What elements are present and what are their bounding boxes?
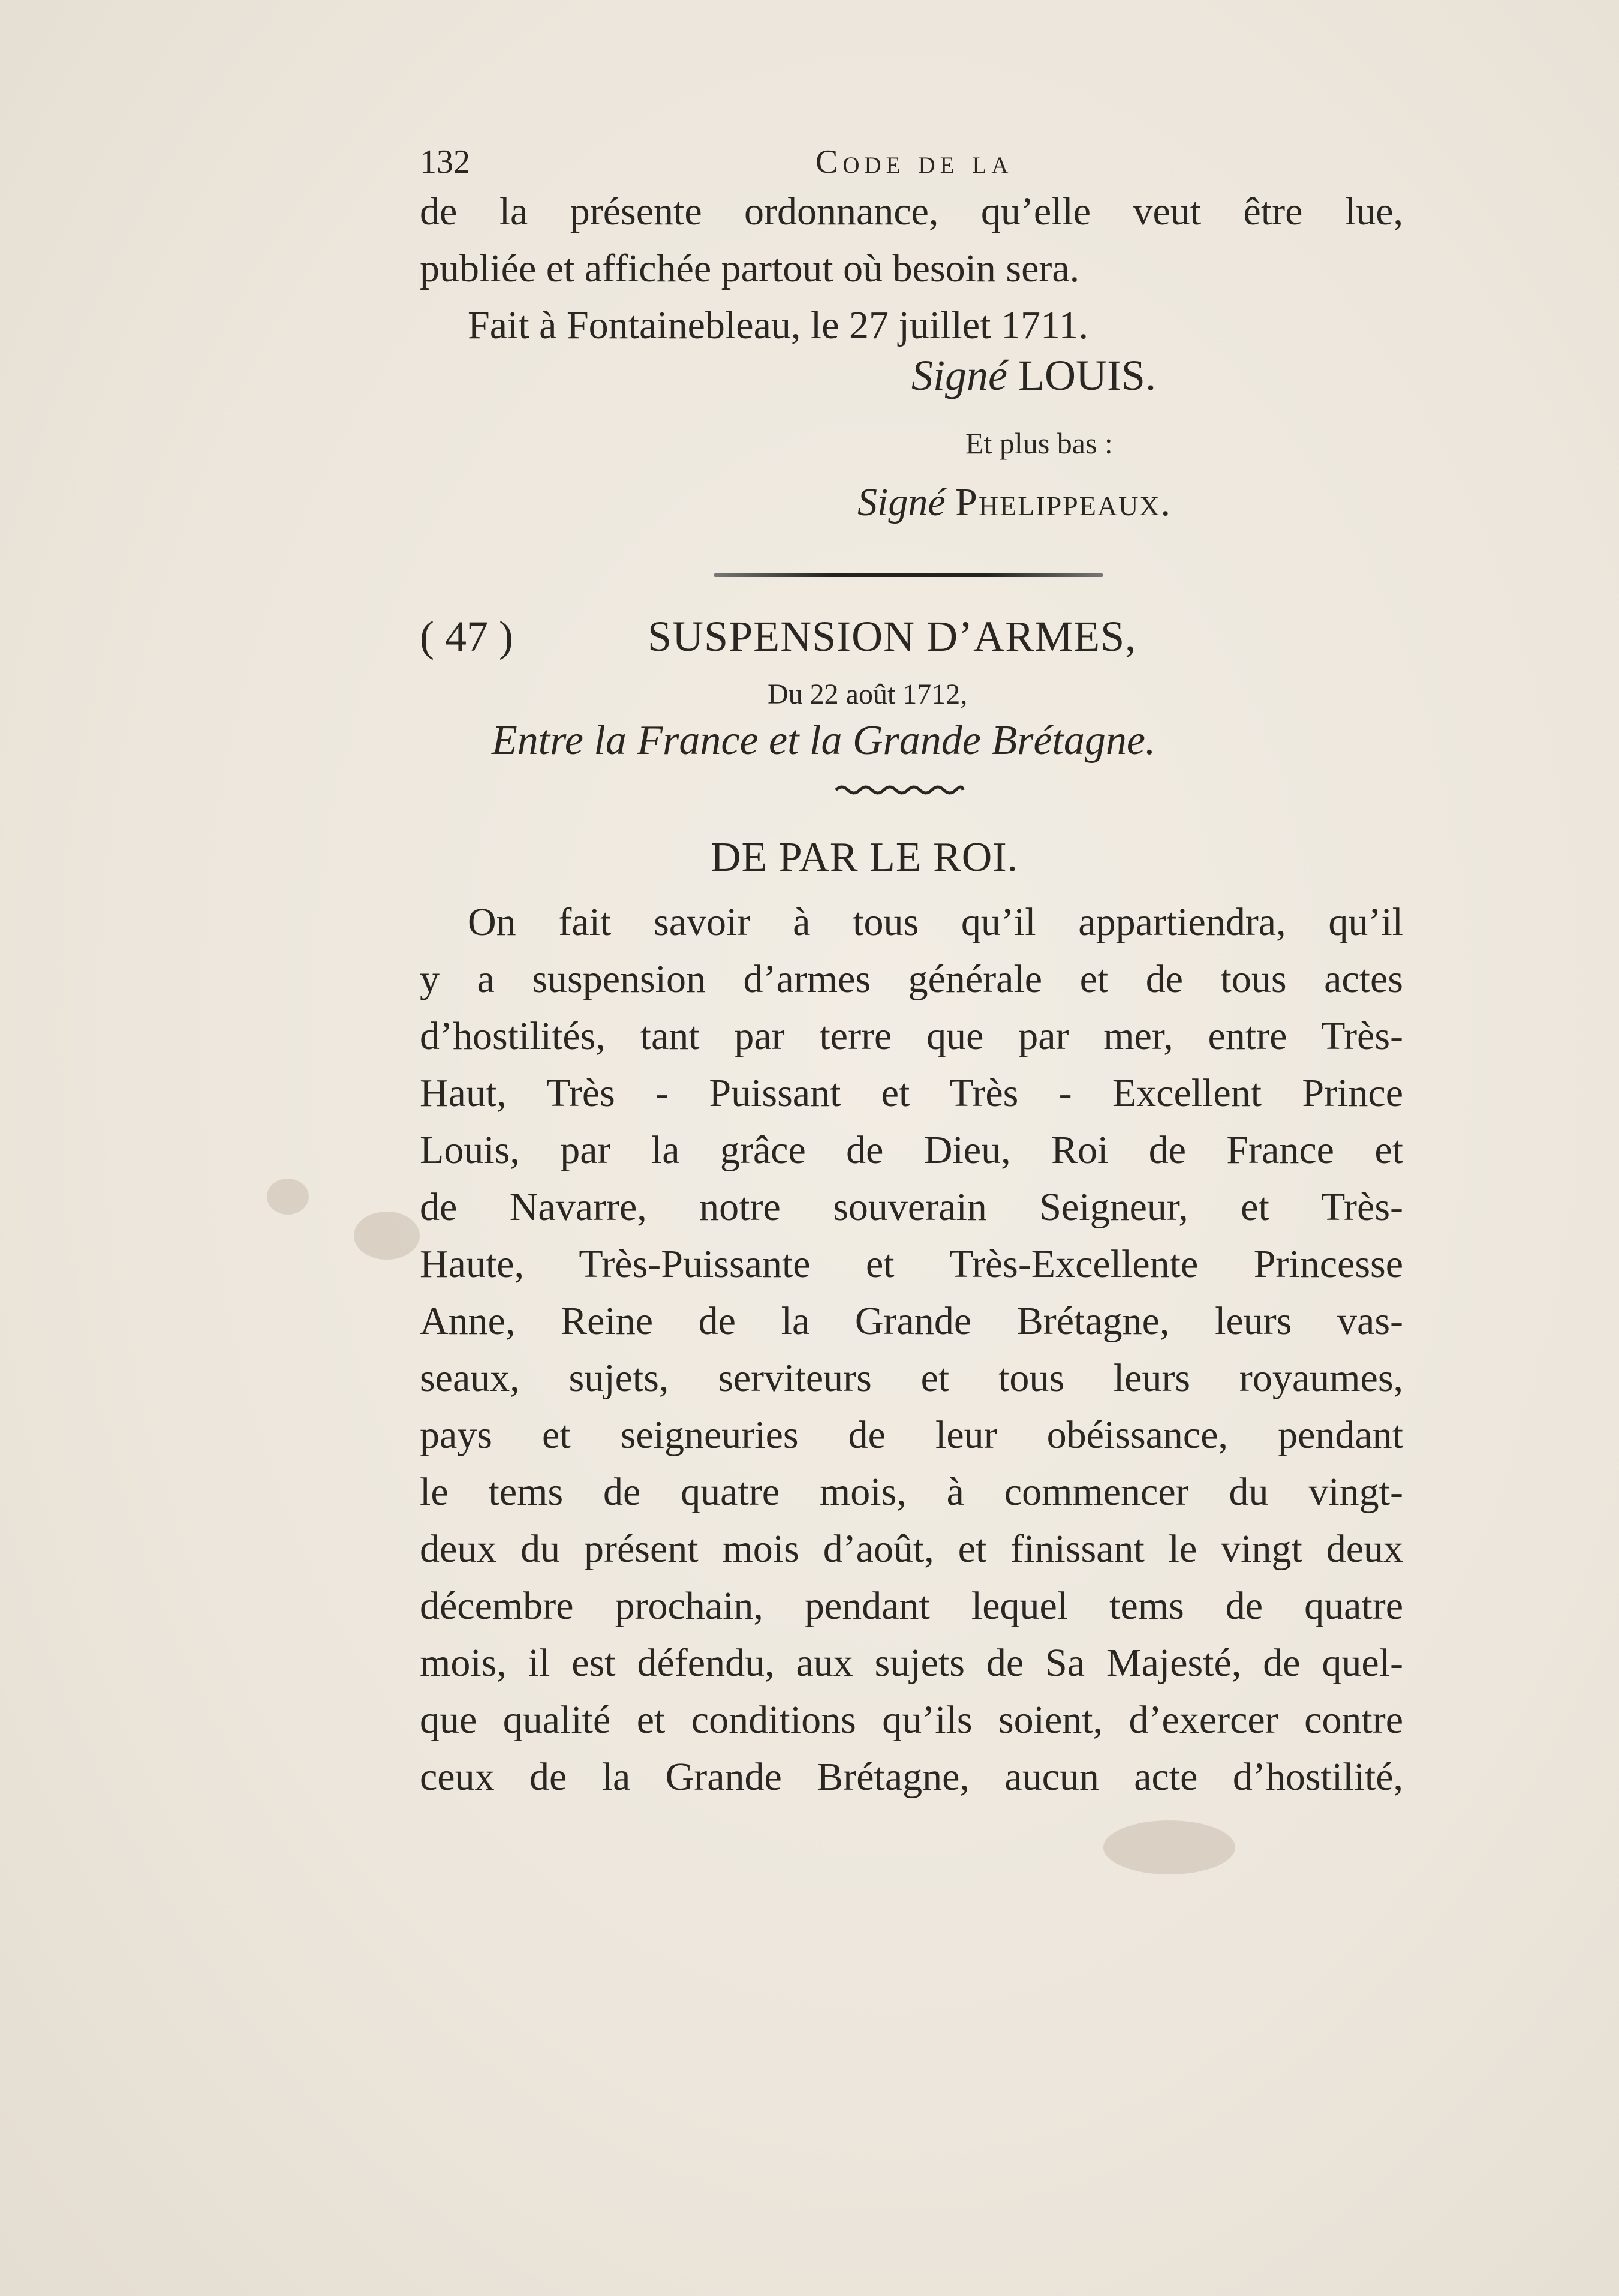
signer-name: Phelippeaux. [955, 480, 1172, 524]
text-line: deux du présent mois d’août, et finissant le vingt deux [420, 1527, 1403, 1571]
signature-phelippeaux [857, 480, 1172, 525]
text-line: Haut, Très - Puissant et Très - Excellent Prince [420, 1071, 1403, 1115]
article-parties: Entre la France et la Grande Brétagne. [492, 717, 1156, 764]
text-line: d’hostilités, tant par terre que par mer, entre Très- [420, 1014, 1403, 1058]
text-line: de la présente ordonnance, qu’elle veut être lue, [420, 190, 1403, 233]
section-divider [714, 573, 1103, 577]
text-line: de Navarre, notre souverain Seigneur, et Très- [420, 1185, 1403, 1229]
text-line: le tems de quatre mois, à commencer du vingt- [420, 1470, 1403, 1514]
ornament-squiggle [833, 783, 965, 797]
text-line: seaux, sujets, serviteurs et tous leurs royaumes, [420, 1356, 1403, 1400]
running-title: Code de la [815, 143, 1013, 181]
article-number: ( 47 ) [420, 612, 513, 660]
text-line: y a suspension d’armes générale et de tous actes [420, 957, 1403, 1001]
foxing-stain [267, 1179, 309, 1215]
article-title: SUSPENSION D’ARMES, [648, 612, 1137, 660]
plus-bas-note: Et plus bas : [965, 426, 1113, 460]
body-paragraph [420, 894, 1403, 1805]
signed-label: Signé [911, 351, 1007, 399]
article-date: Du 22 août 1712, [768, 678, 968, 710]
text-line: publiée et affichée partout où besoin sera. [420, 247, 1080, 290]
foxing-stain [1103, 1820, 1235, 1874]
dated-line: Fait à Fontainebleau, le 27 juillet 1711. [468, 303, 1089, 347]
proclamation-heading: DE PAR LE ROI. [711, 834, 1019, 880]
text-line: pays et seigneuries de leur obéissance, pendant [420, 1413, 1403, 1457]
page-header [420, 143, 1403, 185]
continuation-text [420, 183, 1403, 354]
text-line: Louis, par la grâce de Dieu, Roi de France et [420, 1128, 1403, 1172]
signature-louis [911, 351, 1156, 401]
text-line: On fait savoir à tous qu’il appartiendra, qu’il [468, 900, 1403, 944]
signed-label: Signé [857, 480, 946, 524]
text-line: ceux de la Grande Brétagne, aucun acte d’hostilité, [420, 1755, 1403, 1799]
foxing-stain [354, 1212, 420, 1260]
text-line: décembre prochain, pendant lequel tems de quatre [420, 1584, 1403, 1628]
text-line: mois, il est défendu, aux sujets de Sa Majesté, de quel- [420, 1641, 1403, 1685]
text-line: Anne, Reine de la Grande Brétagne, leurs vas- [420, 1299, 1403, 1343]
text-line: Haute, Très-Puissante et Très-Excellente Princesse [420, 1242, 1403, 1286]
signer-name: LOUIS. [1018, 351, 1156, 399]
text-line: que qualité et conditions qu’ils soient, d’exercer contre [420, 1698, 1403, 1742]
page-number: 132 [420, 143, 470, 181]
